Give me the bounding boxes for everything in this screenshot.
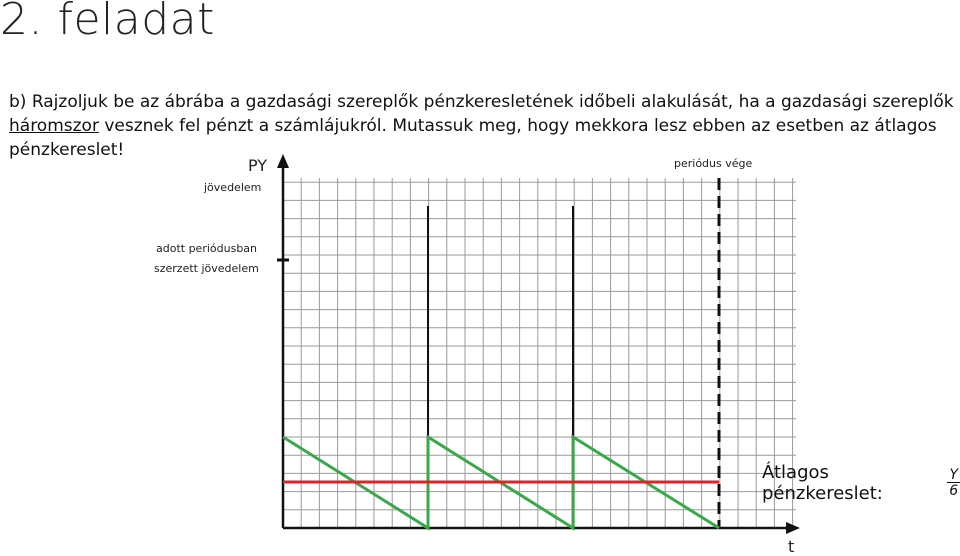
period-income-label-1: adott periódusban [156, 242, 258, 255]
x-axis-label: t [788, 537, 795, 556]
formula-label: Átlagos pénzkereslet: [762, 462, 883, 504]
formula-denominator: 6 [949, 483, 959, 499]
average-demand-formula [762, 462, 960, 504]
period-end-label: periódus vége [674, 157, 753, 170]
y-axis-arrow [277, 154, 289, 168]
income-label: jövedelem [204, 181, 262, 194]
page-title: 2. feladat [0, 0, 215, 45]
task-text-part2: vesznek fel pénzt a számlájukról. Mutassuk meg, hogy mekkora lesz ebben az esetben az átlagos [98, 116, 937, 136]
formula-numerator: Y [949, 467, 958, 483]
task-text-emphasis: háromszor [9, 116, 99, 136]
formula-fraction [947, 468, 960, 498]
task-text-part1: b) Rajzoljuk be az ábrába a gazdasági szereplők pénzkeresletének időbeli alakulását, ha a gazdasági szereplők [9, 92, 954, 112]
task-text-part3: pénzkereslet! [9, 140, 125, 160]
y-axis-label: PY [248, 156, 268, 175]
period-income-label-2: szerzett jövedelem [154, 262, 259, 275]
